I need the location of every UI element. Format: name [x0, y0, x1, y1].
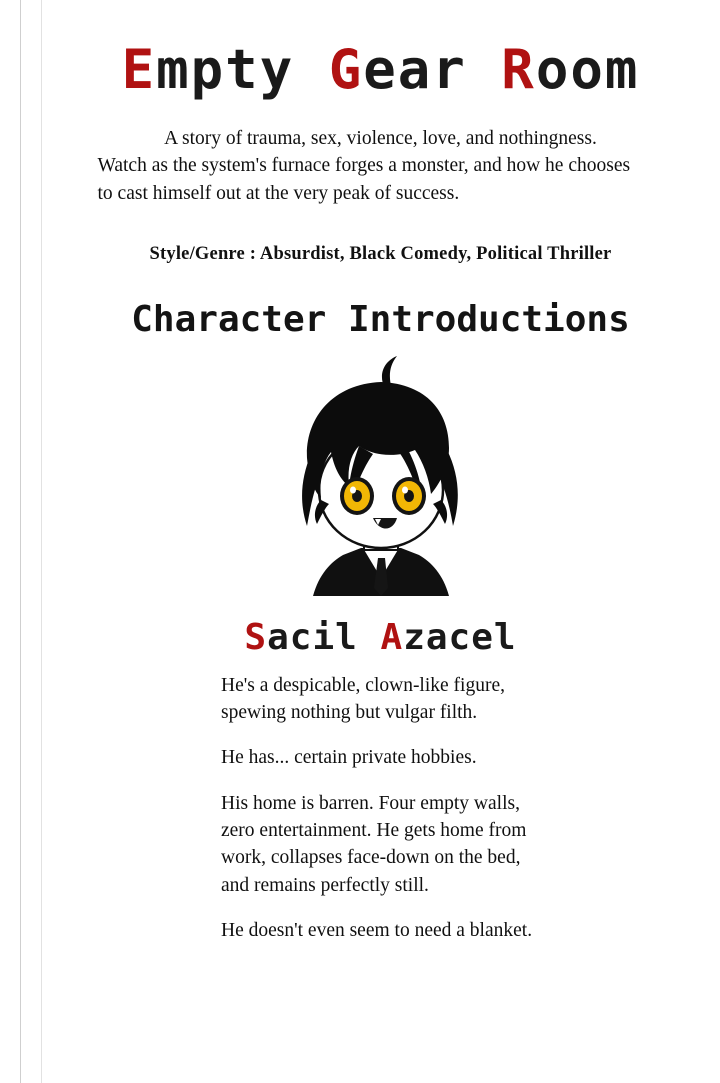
logline-block	[98, 125, 664, 208]
page-gutter-line-outer	[20, 0, 21, 1083]
description-paragraph: He's a despicable, clown-like figure, spewing nothing but vulgar filth.	[221, 674, 505, 724]
description-paragraph: His home is barren. Four empty walls, zero entertainment. He gets home from work, collapses face-down on the bed, and remains perfectly still.	[221, 792, 527, 896]
logline-line-3: to cast himself out at the very peak of success.	[97, 183, 460, 205]
title-word-1-cap: E	[121, 38, 157, 101]
title-word-2-rest: ear	[363, 38, 467, 101]
title-word-3-cap: R	[501, 38, 536, 101]
logline-line-1: A story of trauma, sex, violence, love, and nothingness.	[164, 127, 597, 149]
description-paragraph: He doesn't even seem to need a blanket.	[221, 919, 533, 941]
description-paragraph: He has... certain private hobbies.	[221, 747, 477, 769]
character-name-part-1-rest: acil	[267, 616, 358, 658]
character-portrait	[251, 350, 511, 615]
title-word-3-rest: oom	[535, 38, 640, 101]
character-name-part-2-rest: zacel	[403, 616, 517, 658]
title-word-1-rest: mpty	[156, 38, 295, 101]
page-content	[41, 0, 720, 1083]
character-portrait-wrap	[41, 350, 720, 615]
character-name-part-1-cap: S	[244, 616, 268, 658]
page-title	[41, 38, 720, 101]
logline-line-2: Watch as the system's furnace forges a monster, and how he chooses	[97, 155, 631, 177]
character-name	[41, 617, 720, 658]
title-word-2-cap: G	[328, 38, 364, 101]
section-heading-character-introductions: Character Introductions	[131, 298, 630, 340]
genre-line: Style/Genre : Absurdist, Black Comedy, Political Thriller	[149, 243, 612, 264]
character-name-part-2-cap: A	[380, 616, 404, 658]
character-description	[221, 672, 541, 944]
